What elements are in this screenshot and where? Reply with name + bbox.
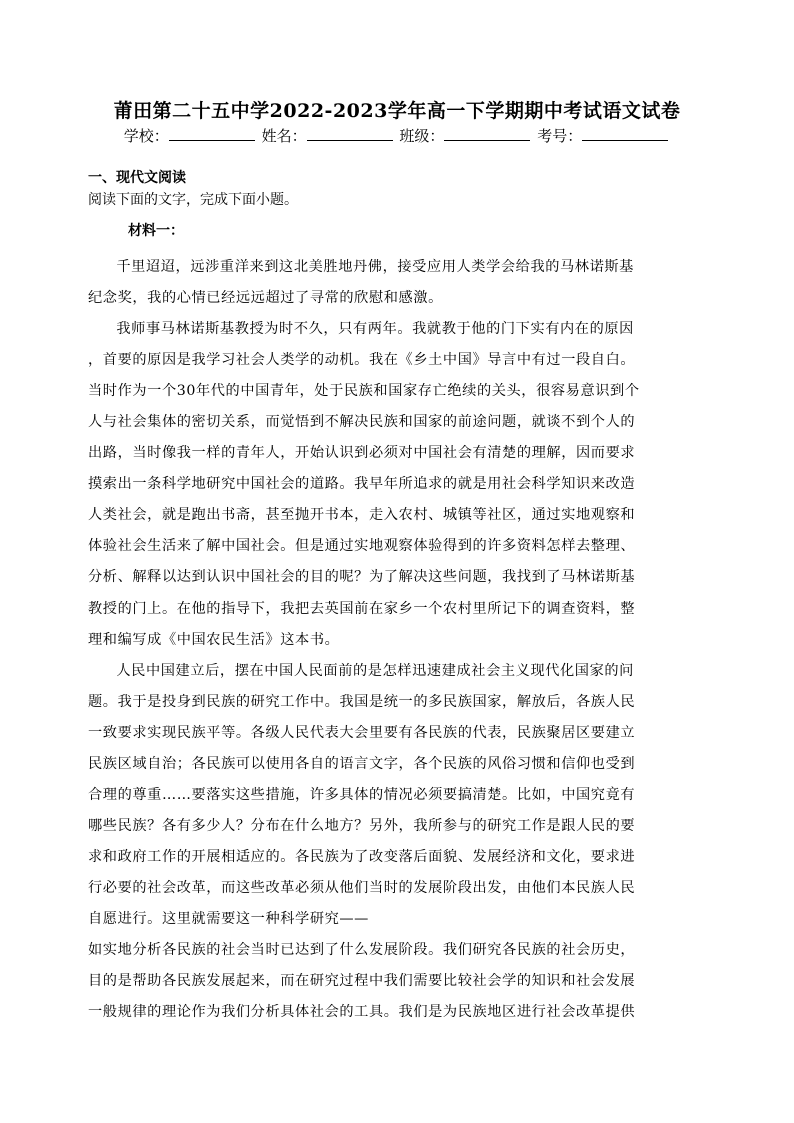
passage-paragraph [88,656,706,935]
reading-instruction: 阅读下面的文字，完成下面小题。 [88,192,298,208]
passage-paragraph [88,935,706,1028]
name-label: 姓名： [261,127,307,145]
passage-line: 人类社会，就是跑出书斋，甚至抛开书本，走入农村、城镇等社区，通过实地观察和 [88,507,636,524]
passage-line: 一般规律的理论作为我们分析具体社会的工具。我们是为民族地区进行社会改革提供 [88,1004,636,1021]
exam-no-blank [582,126,668,141]
exam-no-label: 考号： [537,127,583,145]
school-label: 学校： [123,127,169,145]
passage-line: 目的是帮助各民族发展起来，而在研究过程中我们需要比较社会学的知识和社会发展 [88,973,636,990]
exam-title: 莆田第二十五中学2022-2023学年高一下学期期中考试语文试卷 [113,100,681,122]
material-label: 材料一： [128,223,184,239]
student-info-line [0,125,794,146]
passage-line: 我师事马林诺斯基教授为时不久，只有两年。我就教于他的门下实有内在的原因 [116,321,634,338]
passage-line: 人与社会集体的密切关系，而觉悟到不解决民族和国家的前途问题，就谈不到个人的 [88,414,636,431]
passage-line: 如实地分析各民族的社会当时已达到了什么发展阶段。我们研究各民族的社会历史， [88,942,636,959]
passage-line: 体验社会生活来了解中国社会。但是通过实地观察体验得到的许多资料怎样去整理、 [88,538,636,555]
passage-line: 一致要求实现民族平等。各级人民代表大会里要有各民族的代表，民族聚居区要建立 [88,724,636,741]
passage-line: 理和编写成《中国农民生活》这本书。 [88,631,340,648]
passage-line: 当时作为一个30年代的中国青年，处于民族和国家存亡绝续的关头，很容易意识到个 [88,383,640,400]
section-heading: 一、现代文阅读 [88,170,186,186]
passage-line: 行必要的社会改革，而这些改革必须从他们当时的发展阶段出发，由他们本民族人民 [88,879,636,896]
passage-line: 摸索出一条科学地研究中国社会的道路。我早年所追求的就是用社会科学知识来改造 [88,476,636,493]
passage-line: 民族区域自治；各民族可以使用各自的语言文字，各个民族的风俗习惯和信仰也受到 [88,755,636,772]
passage-line: 纪念奖，我的心情已经远远超过了寻常的欣慰和感激。 [88,290,443,307]
passage-line: 出路，当时像我一样的青年人，开始认识到必须对中国社会有清楚的理解，因而要求 [88,445,636,462]
passage-line: 合理的尊重……要落实这些措施，许多具体的情况必须要搞清楚。比如，中国究竟有 [88,786,636,803]
school-blank [169,126,255,141]
passage-line: 求和政府工作的开展相适应的。各民族为了改变落后面貌、发展经济和文化，要求进 [88,848,636,865]
passage-line: 哪些民族？各有多少人？分布在什么地方？另外，我所参与的研究工作是跟人民的要 [88,817,636,834]
passage-body [88,252,706,1028]
passage-paragraph [88,314,706,656]
passage-paragraph [88,252,706,314]
class-blank [444,126,530,141]
passage-line: 人民中国建立后，摆在中国人民面前的是怎样迅速建成社会主义现代化国家的问 [116,662,634,679]
passage-line: 题。我于是投身到民族的研究工作中。我国是统一的多民族国家，解放后，各族人民 [88,693,636,710]
passage-line: 教授的门上。在他的指导下，我把去英国前在家乡一个农村里所记下的调查资料，整 [88,600,636,617]
passage-line: 分析、解释以达到认识中国社会的目的呢？为了解决这些问题，我找到了马林诺斯基 [88,569,636,586]
passage-line: 自愿进行。这里就需要这一种科学研究—— [88,910,369,927]
passage-line: ，首要的原因是我学习社会人类学的动机。我在《乡土中国》导言中有过一段自白。 [88,352,636,369]
name-blank [307,126,393,141]
passage-line: 千里迢迢，远涉重洋来到这北美胜地丹佛，接受应用人类学会给我的马林诺斯基 [116,259,634,275]
class-label: 班级： [399,127,445,145]
